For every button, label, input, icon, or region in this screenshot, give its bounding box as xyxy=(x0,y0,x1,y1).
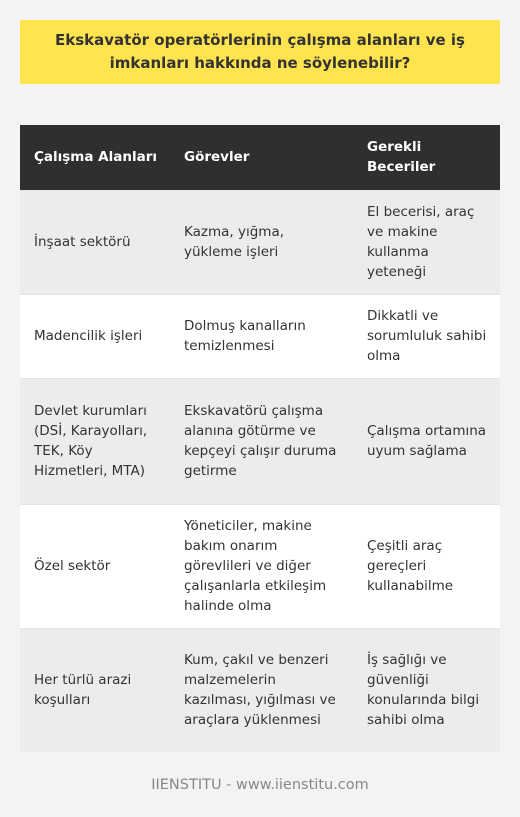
table-cell-skill: İş sağlığı ve güvenliği konularında bilgi sahibi olma xyxy=(353,628,500,752)
table-cell-skill: Çeşitli araç gereçleri kullanabilme xyxy=(353,504,500,628)
table-cell-task: Kazma, yığma, yükleme işleri xyxy=(170,190,353,294)
table-cell-area: Madencilik işleri xyxy=(20,294,170,378)
table-cell-area: Özel sektör xyxy=(20,504,170,628)
table-cell-skill: El becerisi, araç ve makine kullanma yeteneği xyxy=(353,190,500,294)
table-cell-skill: Dikkatli ve sorumluluk sahibi olma xyxy=(353,294,500,378)
table-cell-task: Ekskavatörü çalışma alanına götürme ve kepçeyi çalışır duruma getirme xyxy=(170,378,353,504)
table-cell-task: Kum, çakıl ve benzeri malzemelerin kazılması, yığılması ve araçlara yüklenmesi xyxy=(170,628,353,752)
table-cell-task: Dolmuş kanalların temizlenmesi xyxy=(170,294,353,378)
table-cell-skill: Çalışma ortamına uyum sağlama xyxy=(353,378,500,504)
column-header-tasks: Görevler xyxy=(170,125,353,190)
table-cell-task: Yöneticiler, makine bakım onarım görevlileri ve diğer çalışanlarla etkileşim halinde olma xyxy=(170,504,353,628)
page-title-text: Ekskavatör operatörlerinin çalışma alanları ve iş imkanları hakkında ne söylenebilir? xyxy=(55,31,465,72)
table-row xyxy=(20,628,500,752)
table-row xyxy=(20,378,500,504)
info-table-container xyxy=(20,125,500,752)
info-table xyxy=(20,125,500,752)
page-title xyxy=(20,20,500,84)
table-row xyxy=(20,190,500,294)
footer-text: IIENSTITU - www.iienstitu.com xyxy=(151,777,369,793)
footer-credit xyxy=(0,777,520,793)
column-header-areas: Çalışma Alanları xyxy=(20,125,170,190)
table-row xyxy=(20,294,500,378)
column-header-skills: Gerekli Beceriler xyxy=(353,125,500,190)
table-cell-area: İnşaat sektörü xyxy=(20,190,170,294)
table-cell-area: Her türlü arazi koşulları xyxy=(20,628,170,752)
table-header-row xyxy=(20,125,500,190)
table-row xyxy=(20,504,500,628)
table-cell-area: Devlet kurumları (DSİ, Karayolları, TEK, Köy Hizmetleri, MTA) xyxy=(20,378,170,504)
